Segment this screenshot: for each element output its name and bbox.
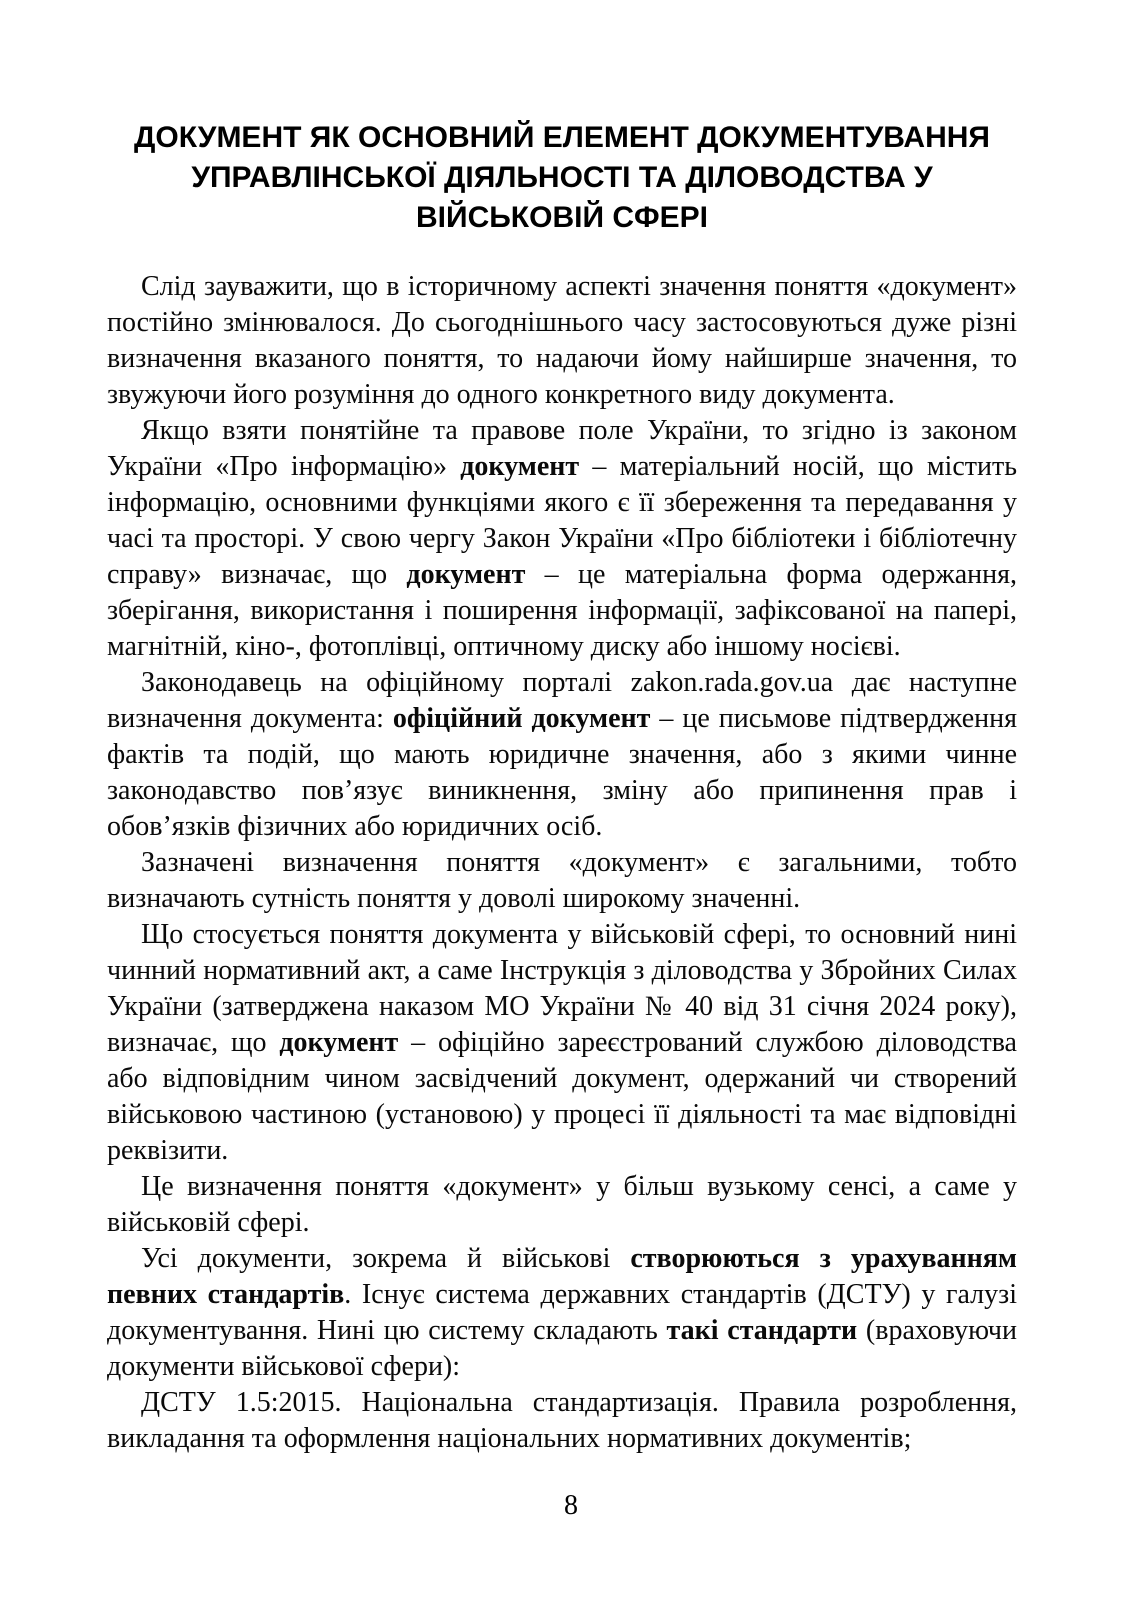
document-page [107, 0, 1017, 1457]
paragraph-6: Це визначення поняття «документ» у більш вузькому сенсі, а саме у військовій сфері. [107, 1171, 1017, 1238]
paragraph-2: Якщо взяти понятійне та правове поле України, то згідно із законом України «Про інформацію» документ – матеріальний носій, що містить інформацію, основними функціями якого є її збереження та передавання у часі та просторі. У свою чергу Закон України «Про бібліотеки і бібліотечну справу» визначає, що документ – це матеріальна форма одержання, зберігання, використання і поширення інформації, зафіксованої на папері, магнітній, кіно-, фотоплівці, оптичному диску або іншому носієві. [107, 415, 1017, 662]
page-number: 8 [564, 1490, 578, 1521]
page-body [107, 269, 1017, 1457]
paragraph-7: Усі документи, зокрема й військові створюються з урахуванням певних стандартів. Існує система державних стандартів (ДСТУ) у галузі документування. Нині цю систему складають такі стандарти (враховуючи документи військової сфери): [107, 1243, 1017, 1382]
paragraph-4: Зазначені визначення поняття «документ» є загальними, тобто визначають сутність поняття у доволі широкому значенні. [107, 847, 1017, 914]
paragraph-5: Що стосується поняття документа у військовій сфері, то основний нині чинний нормативний акт, а саме Інструкція з діловодства у Збройних Силах України (затверджена наказом МО України № 40 від 31 січня 2024 року), визначає, що документ – офіційно зареєстрований службою діловодства або відповідним чином засвідчений документ, одержаний чи створений військовою частиною (установою) у процесі її діяльності та має відповідні реквізити. [107, 919, 1017, 1166]
paragraph-3: Законодавець на офіційному порталі zakon.rada.gov.ua дає наступне визначення документа: офіційний документ – це письмове підтвердження фактів та подій, що мають юридичне значення, або з якими чинне законодавство пов’язує виникнення, зміну або припинення прав і обов’язків фізичних або юридичних осіб. [107, 667, 1018, 842]
paragraph-1: Слід зауважити, що в історичному аспекті значення поняття «документ» постійно змінювалося. До сьогоднішнього часу застосовуються дуже різні визначення вказаного поняття, то надаючи йому найширше значення, то звужуючи його розуміння до одного конкретного виду документа. [107, 271, 1017, 410]
paragraph-8: ДСТУ 1.5:2015. Національна стандартизація. Правила розроблення, викладання та оформлення національних нормативних документів; [107, 1387, 1017, 1454]
page-title: ДОКУМЕНТ ЯК ОСНОВНИЙ ЕЛЕМЕНТ ДОКУМЕНТУВАННЯ УПРАВЛІНСЬКОЇ ДІЯЛЬНОСТІ ТА ДІЛОВОДСТВА У ВІЙСЬКОВІЙ СФЕРІ [134, 121, 990, 234]
